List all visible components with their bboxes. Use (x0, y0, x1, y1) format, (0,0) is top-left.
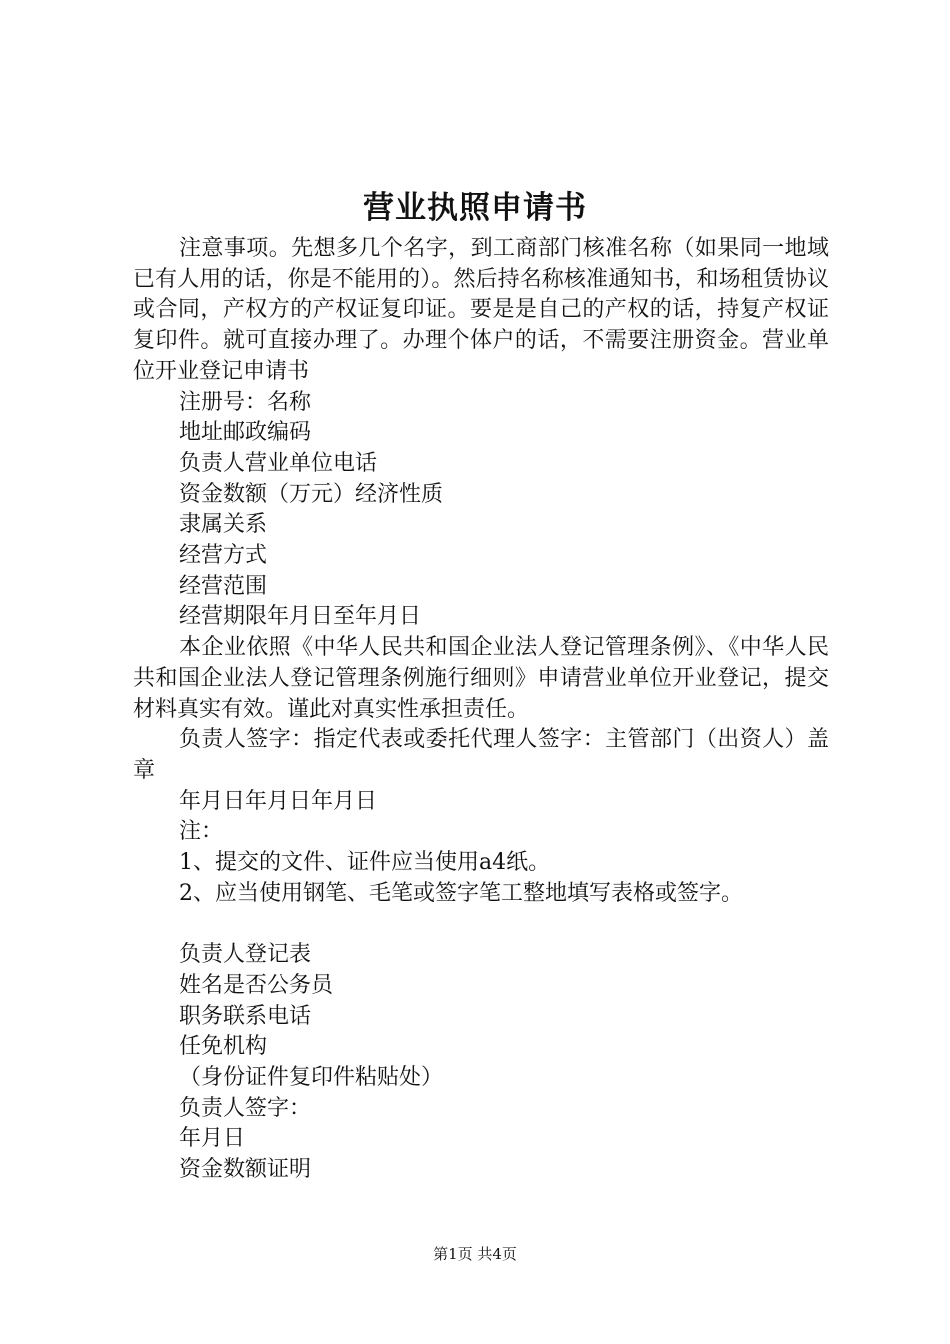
form-field-line: 资金数额（万元）经济性质 (179, 481, 444, 507)
form-field-line: 经营范围 (179, 573, 268, 599)
intro-paragraph: 注意事项。先想多几个名字，到工商部门核准名称（如果同一地域已有人用的话，你是不能用的）。然后持名称核准通知书，和场租赁协议或合同，产权方的产权证复印证。要是是自己的产权的话，持复产权证复印件。就可直接办理了。办理个体户的话，不需要注册资金。营业单位开业登记申请书 (133, 236, 829, 384)
form-field-line: 注册号：名称 (179, 389, 312, 415)
registration-form-line: 任免机构 (179, 1034, 268, 1060)
registration-form-line: 负责人登记表 (179, 942, 312, 968)
registration-form-line: 年月日 (179, 1126, 246, 1152)
registration-form-line: 资金数额证明 (179, 1157, 312, 1183)
registration-form-line: 姓名是否公务员 (179, 972, 334, 998)
registration-form-line: （身份证件复印件粘贴处） (179, 1064, 444, 1090)
form-field-line: 负责人营业单位电话 (179, 450, 378, 476)
notes-heading: 注： (179, 819, 224, 845)
form-field-line: 经营方式 (179, 543, 268, 569)
note-item: 2、应当使用钢笔、毛笔或签字笔工整地填写表格或签字。 (179, 880, 743, 906)
form-field-line: 隶属关系 (179, 512, 268, 538)
blank-line (133, 909, 829, 940)
form-field-line: 经营期限年月日至年月日 (179, 604, 422, 630)
date-line: 年月日年月日年月日 (179, 788, 378, 814)
registration-form-line: 负责人签字： (179, 1095, 312, 1121)
document-title: 营业执照申请书 (363, 190, 587, 226)
signature-paragraph: 负责人签字：指定代表或委托代理人签字：主管部门（出资人）盖章 (133, 727, 829, 783)
document-body (133, 234, 829, 1186)
form-field-line: 地址邮政编码 (179, 420, 312, 446)
page-footer: 第1页 共4页 (433, 1245, 517, 1263)
registration-form-line: 职务联系电话 (179, 1003, 312, 1029)
note-item: 1、提交的文件、证件应当使用a4纸。 (179, 850, 551, 876)
declaration-paragraph: 本企业依照《中华人民共和国企业法人登记管理条例》、《中华人民共和国企业法人登记管理条例施行细则》申请营业单位开业登记，提交材料真实有效。谨此对真实性承担责任。 (133, 635, 829, 722)
